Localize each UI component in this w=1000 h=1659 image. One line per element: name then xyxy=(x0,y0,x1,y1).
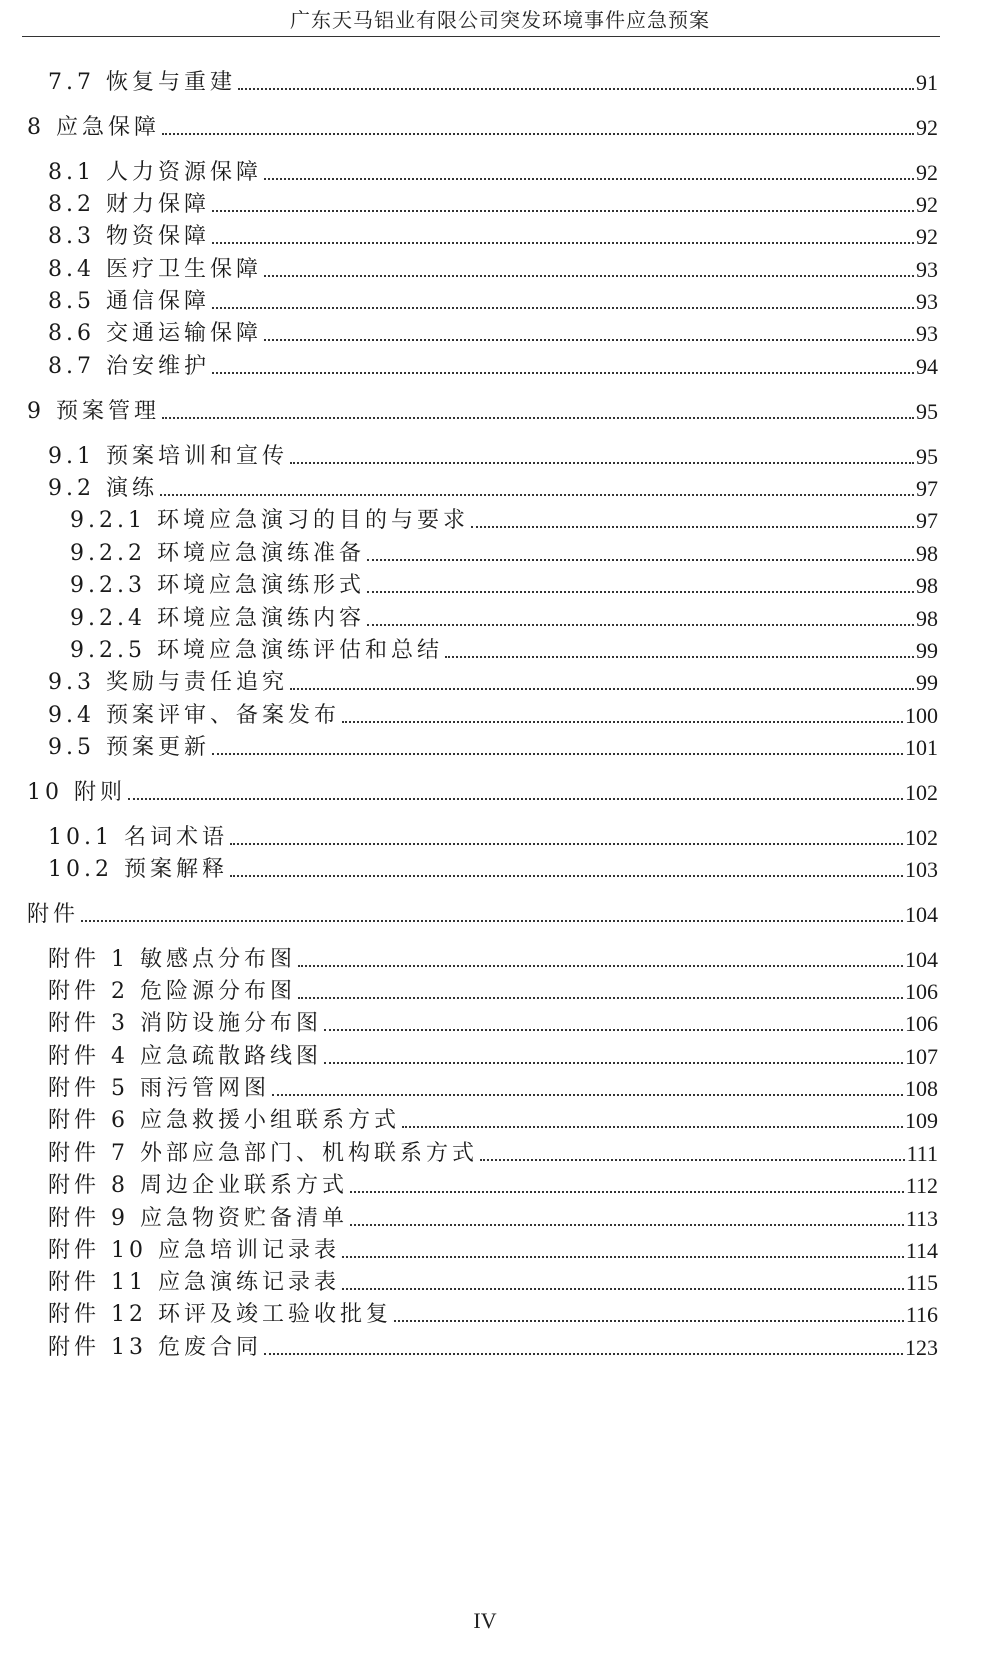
toc-entry-title: 8.6 交通运输保障 xyxy=(48,321,262,346)
dot-leader xyxy=(128,798,903,800)
toc-entry-title: 9.2.4 环境应急演练内容 xyxy=(70,606,365,631)
dot-leader xyxy=(264,1353,903,1355)
toc-entry-title: 9.2.1 环境应急演习的目的与要求 xyxy=(70,508,469,533)
toc-entry-page-number: 93 xyxy=(916,257,938,282)
toc-entry-page-number: 95 xyxy=(916,444,938,469)
toc-entry-title: 附件 13 危废合同 xyxy=(48,1335,262,1360)
toc-entry-page-number: 97 xyxy=(916,476,938,501)
toc-entry[interactable] xyxy=(48,945,938,975)
dot-leader xyxy=(212,242,914,244)
toc-entry-title: 附件 6 应急救援小组联系方式 xyxy=(48,1108,400,1133)
toc-entry-title: 附件 5 雨污管网图 xyxy=(48,1076,270,1101)
toc-entry-title: 7.7 恢复与重建 xyxy=(48,70,236,95)
dot-leader xyxy=(81,920,903,922)
toc-entry-page-number: 108 xyxy=(905,1076,938,1101)
dot-leader xyxy=(342,1288,904,1290)
toc-entry-title: 9 预案管理 xyxy=(27,399,160,424)
toc-entry-page-number: 99 xyxy=(916,638,938,663)
toc-entry-title: 9.5 预案更新 xyxy=(48,735,210,760)
toc-entry[interactable] xyxy=(48,1300,938,1330)
toc-entry-page-number: 94 xyxy=(916,354,938,379)
toc-entry-page-number: 92 xyxy=(916,224,938,249)
toc-entry[interactable] xyxy=(48,352,938,382)
toc-entry-page-number: 98 xyxy=(916,606,938,631)
dot-leader xyxy=(264,275,914,277)
toc-entry[interactable] xyxy=(48,668,938,698)
toc-entry-title: 8 应急保障 xyxy=(27,115,160,140)
dot-leader xyxy=(367,559,914,561)
dot-leader xyxy=(298,965,903,967)
dot-leader xyxy=(445,656,914,658)
toc-entry[interactable] xyxy=(48,190,938,220)
toc-entry-title: 10.1 名词术语 xyxy=(48,825,228,850)
dot-leader xyxy=(160,494,914,496)
toc-entry-page-number: 104 xyxy=(905,902,938,927)
toc-entry[interactable] xyxy=(48,68,938,98)
toc-entry[interactable] xyxy=(48,1236,938,1266)
toc-entry[interactable] xyxy=(48,701,938,731)
toc-entry-title: 9.2 演练 xyxy=(48,476,158,501)
dot-leader xyxy=(367,624,914,626)
toc-entry-page-number: 98 xyxy=(916,573,938,598)
toc-entry-page-number: 112 xyxy=(905,1173,938,1198)
toc-entry-page-number: 107 xyxy=(905,1044,938,1069)
dot-leader xyxy=(290,462,914,464)
toc-entry[interactable] xyxy=(48,319,938,349)
toc-entry-title: 附件 9 应急物资贮备清单 xyxy=(48,1206,348,1231)
toc-entry[interactable] xyxy=(48,474,938,504)
dot-leader xyxy=(350,1191,904,1193)
dot-leader xyxy=(402,1126,903,1128)
toc-entry-title: 9.2.3 环境应急演练形式 xyxy=(70,573,365,598)
dot-leader xyxy=(230,843,903,845)
toc-entry[interactable] xyxy=(48,977,938,1007)
toc-entry-page-number: 114 xyxy=(905,1238,938,1263)
toc-entry-page-number: 115 xyxy=(905,1270,938,1295)
toc-entry-title: 10 附则 xyxy=(27,780,126,805)
toc-entry-page-number: 92 xyxy=(916,160,938,185)
toc-entry[interactable] xyxy=(48,1171,938,1201)
dot-leader xyxy=(264,339,914,341)
toc-entry-page-number: 92 xyxy=(916,192,938,217)
toc-entry-title: 9.1 预案培训和宣传 xyxy=(48,444,288,469)
toc-entry-title: 附件 3 消防设施分布图 xyxy=(48,1011,322,1036)
toc-entry-page-number: 93 xyxy=(916,321,938,346)
toc-entry-page-number: 106 xyxy=(905,1011,938,1036)
dot-leader xyxy=(290,688,914,690)
toc-entry[interactable] xyxy=(48,1106,938,1136)
toc-entry-title: 附件 8 周边企业联系方式 xyxy=(48,1173,348,1198)
dot-leader xyxy=(394,1320,904,1322)
toc-entry-title: 8.2 财力保障 xyxy=(48,192,210,217)
dot-leader xyxy=(212,753,903,755)
dot-leader xyxy=(212,210,914,212)
dot-leader xyxy=(480,1159,905,1161)
toc-entry-title: 附件 4 应急疏散路线图 xyxy=(48,1044,322,1069)
toc-entry[interactable] xyxy=(70,604,938,634)
toc-entry-page-number: 91 xyxy=(916,70,938,95)
toc-entry-title: 8.3 物资保障 xyxy=(48,224,210,249)
toc-entry-page-number: 116 xyxy=(905,1302,938,1327)
toc-entry[interactable] xyxy=(27,397,938,427)
toc-entry-page-number: 93 xyxy=(916,289,938,314)
dot-leader xyxy=(162,133,914,135)
page-header-title: 广东天马铝业有限公司突发环境事件应急预案 xyxy=(290,8,710,32)
toc-entry[interactable] xyxy=(48,1204,938,1234)
toc-entry-title: 9.3 奖励与责任追究 xyxy=(48,670,288,695)
toc-entry[interactable] xyxy=(48,1074,938,1104)
dot-leader xyxy=(350,1224,904,1226)
toc-entry[interactable] xyxy=(48,222,938,252)
toc-entry-title: 8.7 治安维护 xyxy=(48,354,210,379)
toc-entry-page-number: 100 xyxy=(905,703,938,728)
toc-entry[interactable] xyxy=(48,1268,938,1298)
toc-entry-page-number: 111 xyxy=(906,1141,938,1166)
toc-entry-title: 8.4 医疗卫生保障 xyxy=(48,257,262,282)
toc-entry-title: 8.1 人力资源保障 xyxy=(48,160,262,185)
toc-entry-page-number: 95 xyxy=(916,399,938,424)
dot-leader xyxy=(212,307,914,309)
toc-entry[interactable] xyxy=(27,113,938,143)
page-number: IV xyxy=(473,1608,497,1633)
toc-entry[interactable] xyxy=(70,571,938,601)
toc-entry-title: 10.2 预案解释 xyxy=(48,857,228,882)
toc-entry[interactable] xyxy=(48,855,938,885)
toc-entry-title: 附件 11 应急演练记录表 xyxy=(48,1270,340,1295)
toc-entry-page-number: 104 xyxy=(905,947,938,972)
dot-leader xyxy=(212,372,914,374)
toc-entry[interactable] xyxy=(48,1333,938,1363)
toc-entry[interactable] xyxy=(48,1009,938,1039)
toc-entry-title: 8.5 通信保障 xyxy=(48,289,210,314)
dot-leader xyxy=(264,178,914,180)
toc-entry-page-number: 92 xyxy=(916,115,938,140)
toc-entry-page-number: 109 xyxy=(905,1108,938,1133)
toc-entry-title: 9.2.2 环境应急演练准备 xyxy=(70,541,365,566)
toc-entry-title: 附件 2 危险源分布图 xyxy=(48,979,296,1004)
toc-entry-title: 附件 12 环评及竣工验收批复 xyxy=(48,1302,392,1327)
toc-entry[interactable] xyxy=(48,1139,938,1169)
dot-leader xyxy=(272,1094,903,1096)
toc-entry-title: 附件 7 外部应急部门、机构联系方式 xyxy=(48,1141,478,1166)
toc-entry[interactable] xyxy=(27,900,938,930)
toc-entry-page-number: 98 xyxy=(916,541,938,566)
toc-entry[interactable] xyxy=(48,1042,938,1072)
toc-entry-page-number: 123 xyxy=(905,1335,938,1360)
toc-entry[interactable] xyxy=(70,636,938,666)
toc-entry[interactable] xyxy=(48,733,938,763)
dot-leader xyxy=(230,875,903,877)
toc-entry[interactable] xyxy=(70,539,938,569)
toc-entry-page-number: 106 xyxy=(905,979,938,1004)
toc-entry-page-number: 113 xyxy=(905,1206,938,1231)
toc-entry-page-number: 97 xyxy=(916,508,938,533)
toc-entry-title: 附件 xyxy=(27,902,80,927)
toc-entry-page-number: 102 xyxy=(905,780,938,805)
toc-entry-page-number: 99 xyxy=(916,670,938,695)
toc-entry-page-number: 103 xyxy=(905,857,938,882)
toc-entry-title: 9.2.5 环境应急演练评估和总结 xyxy=(70,638,443,663)
dot-leader xyxy=(342,1256,904,1258)
toc-entry[interactable] xyxy=(48,287,938,317)
toc-entry-page-number: 102 xyxy=(905,825,938,850)
toc-entry[interactable] xyxy=(48,823,938,853)
dot-leader xyxy=(298,997,903,999)
dot-leader xyxy=(367,591,914,593)
toc-entry[interactable] xyxy=(48,442,938,472)
dot-leader xyxy=(162,417,914,419)
toc-entry[interactable] xyxy=(48,158,938,188)
toc-entry-title: 附件 1 敏感点分布图 xyxy=(48,947,296,972)
toc-entry-page-number: 101 xyxy=(905,735,938,760)
toc-entry[interactable] xyxy=(27,778,938,808)
toc-entry[interactable] xyxy=(48,255,938,285)
dot-leader xyxy=(324,1029,903,1031)
dot-leader xyxy=(324,1062,903,1064)
toc-entry-title: 9.4 预案评审、备案发布 xyxy=(48,703,340,728)
dot-leader xyxy=(471,526,914,528)
toc-entry-title: 附件 10 应急培训记录表 xyxy=(48,1238,340,1263)
dot-leader xyxy=(342,721,903,723)
toc-entry[interactable] xyxy=(70,506,938,536)
dot-leader xyxy=(238,88,914,90)
